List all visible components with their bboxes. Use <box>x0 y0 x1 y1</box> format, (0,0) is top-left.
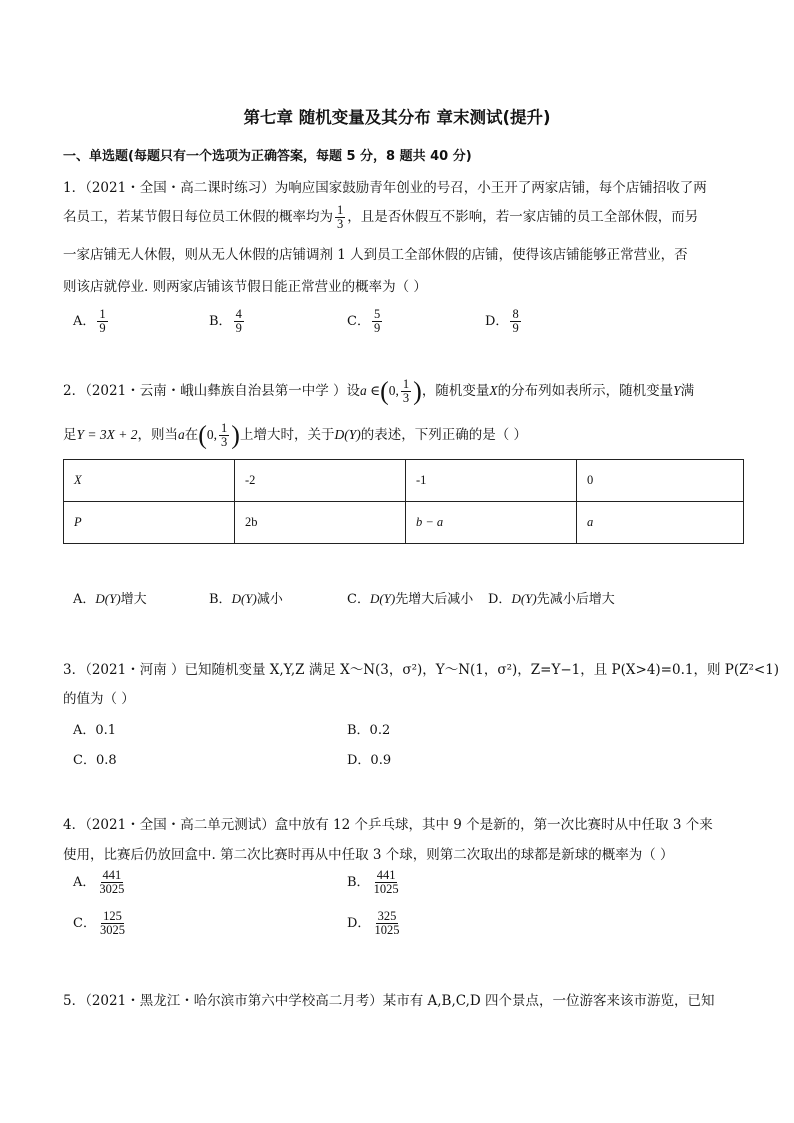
table-cell: a <box>577 502 744 544</box>
table-cell: -2 <box>235 460 406 502</box>
q3-option-b[interactable]: B．0.2 <box>347 723 391 738</box>
q2-option-a[interactable]: A．D(Y)增大 <box>73 591 147 607</box>
q1-option-b[interactable]: B． $\frac{4}{9}$ <box>209 307 242 336</box>
q4-option-d[interactable]: D． $\frac{325}{1025}$ <box>347 909 400 938</box>
distribution-table <box>63 459 744 544</box>
q1-line-1: 1．（2021・全国・高二课时练习）为响应国家鼓励青年创业的号召，小王开了两家店铺，每个店铺招收了两 <box>63 180 707 196</box>
q4-option-a[interactable]: A． $\frac{441}{3025}$ <box>73 868 125 897</box>
q2-line-1: 2．（2021・云南・峨山彝族自治县第一中学 ）设a ∈(0, $\frac{1}{3}$ )，随机变量X的分布列如表所示，随机变量Y满 <box>63 376 695 406</box>
q1-line-3: 一家店铺无人休假，则从无人休假的店铺调剂 1 人到员工全部休假的店铺，使得该店铺能够正常营业，否 <box>63 247 688 263</box>
q2-option-b[interactable]: B．D(Y)减小 <box>209 591 283 607</box>
table-cell: 0 <box>577 460 744 502</box>
q1-option-d[interactable]: D． $\frac{8}{9}$ <box>485 307 519 336</box>
q3-option-a[interactable]: A．0.1 <box>73 723 117 738</box>
q3-line-2: 的值为（ ） <box>63 691 135 707</box>
table-cell: X <box>64 460 235 502</box>
q1-option-a[interactable]: A． $\frac{1}{9}$ <box>73 307 106 336</box>
table-cell: 2b <box>235 502 406 544</box>
q3-option-c[interactable]: C．0.8 <box>73 753 117 768</box>
q5-line-1: 5．（2021・黑龙江・哈尔滨市第六中学校高二月考）某市有 A,B,C,D 四个景点，一位游客来该市游览，已知 <box>63 993 715 1009</box>
q4-line-1: 4．（2021・全国・高二单元测试）盒中放有 12 个乒乓球，其中 9 个是新的，第一次比赛时从中任取 3 个来 <box>63 817 713 833</box>
q2-line-2: 足Y = 3X + 2，则当a在(0, $\frac{1}{3}$ )上增大时，关于D(Y)的表述，下列正确的是（ ） <box>63 420 527 450</box>
q1-option-c[interactable]: C． $\frac{5}{9}$ <box>347 307 381 336</box>
q4-line-2: 使用，比赛后仍放回盒中. 第二次比赛时再从中任取 3 个球，则第二次取出的球都是新球的概率为（ ） <box>63 847 674 863</box>
page-title: 第七章 随机变量及其分布 章末测试(提升) <box>243 108 551 127</box>
q3-line-1: 3．（2021・河南 ）已知随机变量 X,Y,Z 满足 X～N(3，σ²)，Y～N(1，σ²)，Z=Y−1，且 P(X>4)=0.1，则 P(Z²<1) <box>63 662 780 678</box>
q2-option-c[interactable]: C．D(Y)先增大后减小 <box>347 591 474 607</box>
table-row <box>64 502 744 544</box>
table-row <box>64 460 744 502</box>
q1-fraction: $\frac{1}{3}$ <box>337 203 344 232</box>
q4-option-b[interactable]: B． $\frac{441}{1025}$ <box>347 868 399 897</box>
table-cell: -1 <box>406 460 577 502</box>
q1-line-2: 名员工，若某节假日每位员工休假的概率均为 $\frac{1}{3}$ ，且是否休假互不影响，若一家店铺的员工全部休假，而另 <box>63 203 699 232</box>
q3-option-d[interactable]: D．0.9 <box>347 753 392 768</box>
q1-line-4: 则该店就停业. 则两家店铺该节假日能正常营业的概率为（ ） <box>63 279 427 295</box>
table-cell: P <box>64 502 235 544</box>
table-cell: b − a <box>406 502 577 544</box>
section-heading: 一、单选题(每题只有一个选项为正确答案，每题 5 分，8 题共 40 分) <box>63 149 472 164</box>
q4-option-c[interactable]: C． $\frac{125}{3025}$ <box>73 909 125 938</box>
q2-option-d[interactable]: D．D(Y)先减小后增大 <box>488 591 615 607</box>
